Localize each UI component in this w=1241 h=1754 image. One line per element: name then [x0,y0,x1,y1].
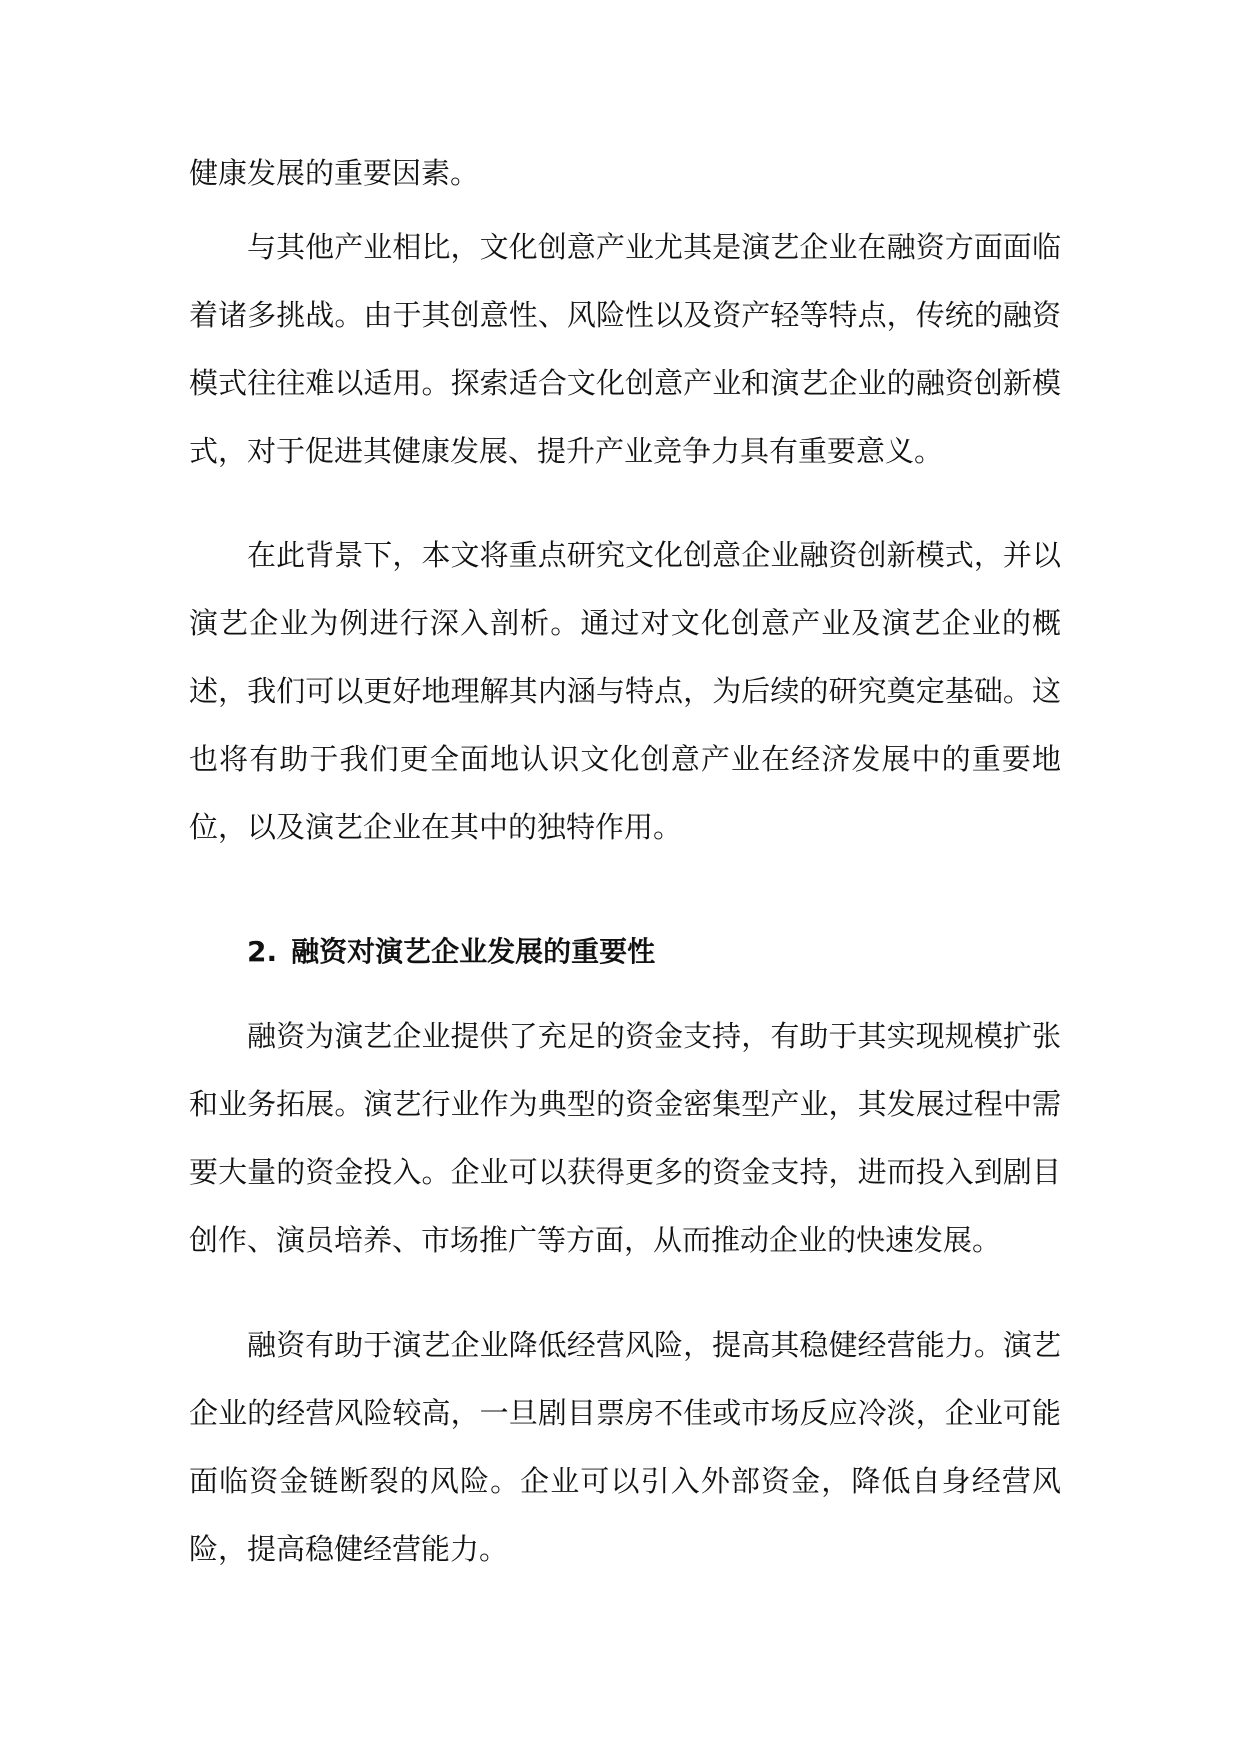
section-number: 2. [247,935,278,968]
paragraph-continuation: 健康发展的重要因素。 [189,156,480,190]
section-heading [247,932,655,972]
section-paragraph-block [189,1311,1061,1583]
paragraph-background: 在此背景下，本文将重点研究文化创意企业融资创新模式，并以演艺企业为例进行深入剖析。通过对文化创意产业及演艺企业的概述，我们可以更好地理解其内涵与特点，为后续的研究奠定基础。这也将有助于我们更全面地认识文化创意产业在经济发展中的重要地位，以及演艺企业在其中的独特作用。 [189,538,1061,844]
paragraph-challenges: 与其他产业相比，文化创意产业尤其是演艺企业在融资方面面临着诸多挑战。由于其创意性、风险性以及资产轻等特点，传统的融资模式往往难以适用。探索适合文化创意产业和演艺企业的融资创新模式，对于促进其健康发展、提升产业竞争力具有重要意义。 [189,230,1061,468]
paragraph-risk-reduction: 融资有助于演艺企业降低经营风险，提高其稳健经营能力。演艺企业的经营风险较高，一旦剧目票房不佳或市场反应冷淡，企业可能面临资金链断裂的风险。企业可以引入外部资金，降低自身经营风险，提高稳健经营能力。 [189,1328,1061,1566]
body-paragraph-block [189,521,1061,861]
section-title: 融资对演艺企业发展的重要性 [291,935,656,968]
body-paragraph-block [189,213,1061,485]
paragraph-funding-support: 融资为演艺企业提供了充足的资金支持，有助于其实现规模扩张和业务拓展。演艺行业作为典型的资金密集型产业，其发展过程中需要大量的资金投入。企业可以获得更多的资金支持，进而投入到剧目创作、演员培养、市场推广等方面，从而推动企业的快速发展。 [189,1019,1061,1257]
section-paragraph-block [189,1002,1061,1274]
continuation-line [189,139,1061,207]
